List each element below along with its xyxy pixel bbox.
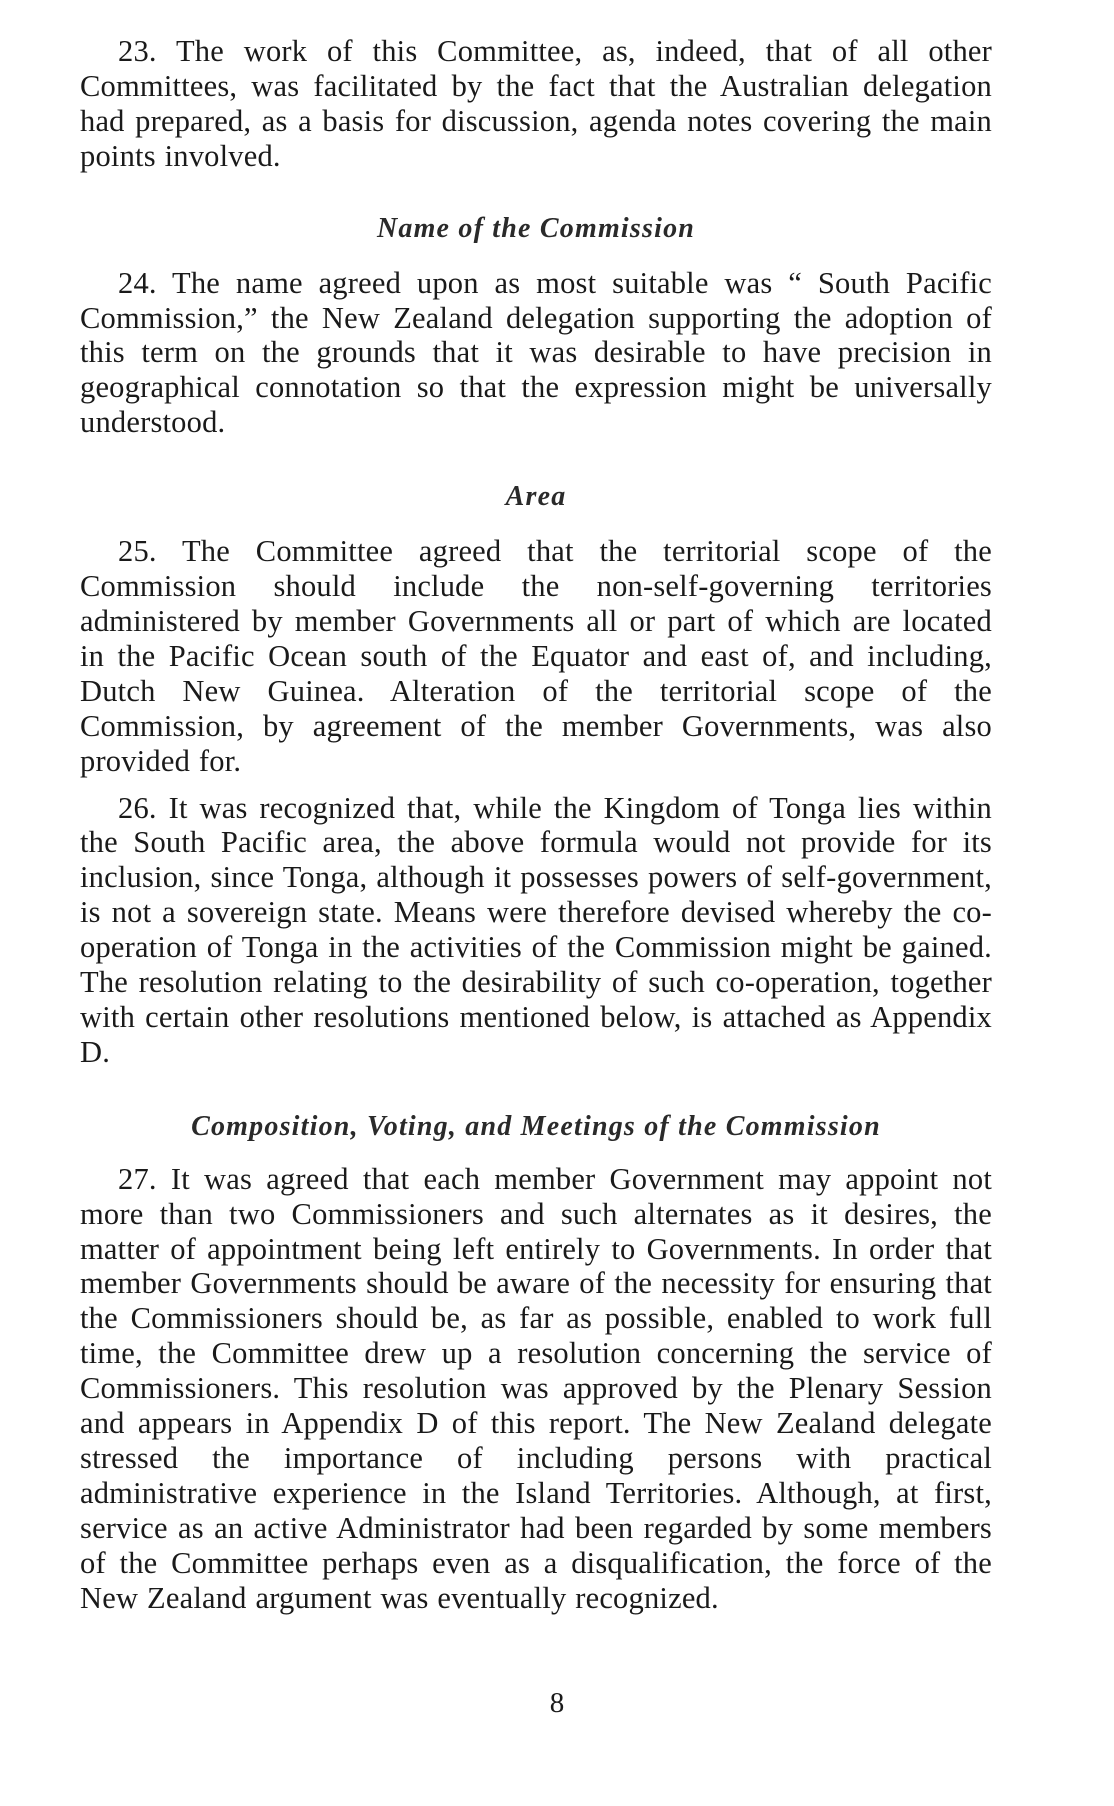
paragraph-27: 27. It was agreed that each member Government may appoint not more than two Commissioners and such alternates as it desires, the matter of appointment being left entirely to Governments. In order that member Governments should be aware of the necessity for ensuring that the Commissioners should be, as far as possible, enabled to work full time, the Committee drew up a resolution concerning the service of Commissioners. This resolution was approved by the Plenary Session and appears in Appendix D of this report. The New Zealand delegate stressed the importance of including persons with practical administrative experience in the Island Territories. Although, at first, service as an active Administrator had been regarded by some members of the Committee perhaps even as a disqualification, the force of the New Zealand argument was eventually recognized.: [80, 1161, 992, 1615]
paragraph-23: 23. The work of this Committee, as, indeed, that of all other Committees, was facilitated by the fact that the Australian delegation had prepared, as a basis for discussion, agenda notes covering the main points involved.: [80, 34, 992, 173]
section-heading-name-of-commission: Name of the Commission: [376, 212, 696, 244]
paragraph-26: 26. It was recognized that, while the Kingdom of Tonga lies within the South Pacific area, the above formula would not provide for its inclusion, since Tonga, although it possesses powers of self-government, is not a sovereign state. Means were therefore devised whereby the co-operation of Tonga in the activities of the Commission might be gained. The resolution relating to the desirability of such co-operation, together with certain other resolutions mentioned below, is attached as Appendix D.: [80, 790, 992, 1069]
section-heading-area: Area: [505, 481, 567, 513]
paragraph-24: 24. The name agreed upon as most suitable was “ South Pacific Commission,” the New Zealand delegation supporting the adoption of this term on the grounds that it was desirable to have precision in geographical connotation so that the expression might be universally understood.: [80, 265, 992, 440]
page-number: 8: [549, 1687, 565, 1719]
document-page: [80, 34, 992, 1616]
section-heading-composition: Composition, Voting, and Meetings of the Commission: [191, 1110, 881, 1142]
paragraph-25: 25. The Committee agreed that the territorial scope of the Commission should include the non-self-governing territories administered by member Governments all or part of which are located in the Pacific Ocean south of the Equator and east of, and including, Dutch New Guinea. Alteration of the territorial scope of the Commission, by agreement of the member Governments, was also provided for.: [80, 534, 992, 778]
